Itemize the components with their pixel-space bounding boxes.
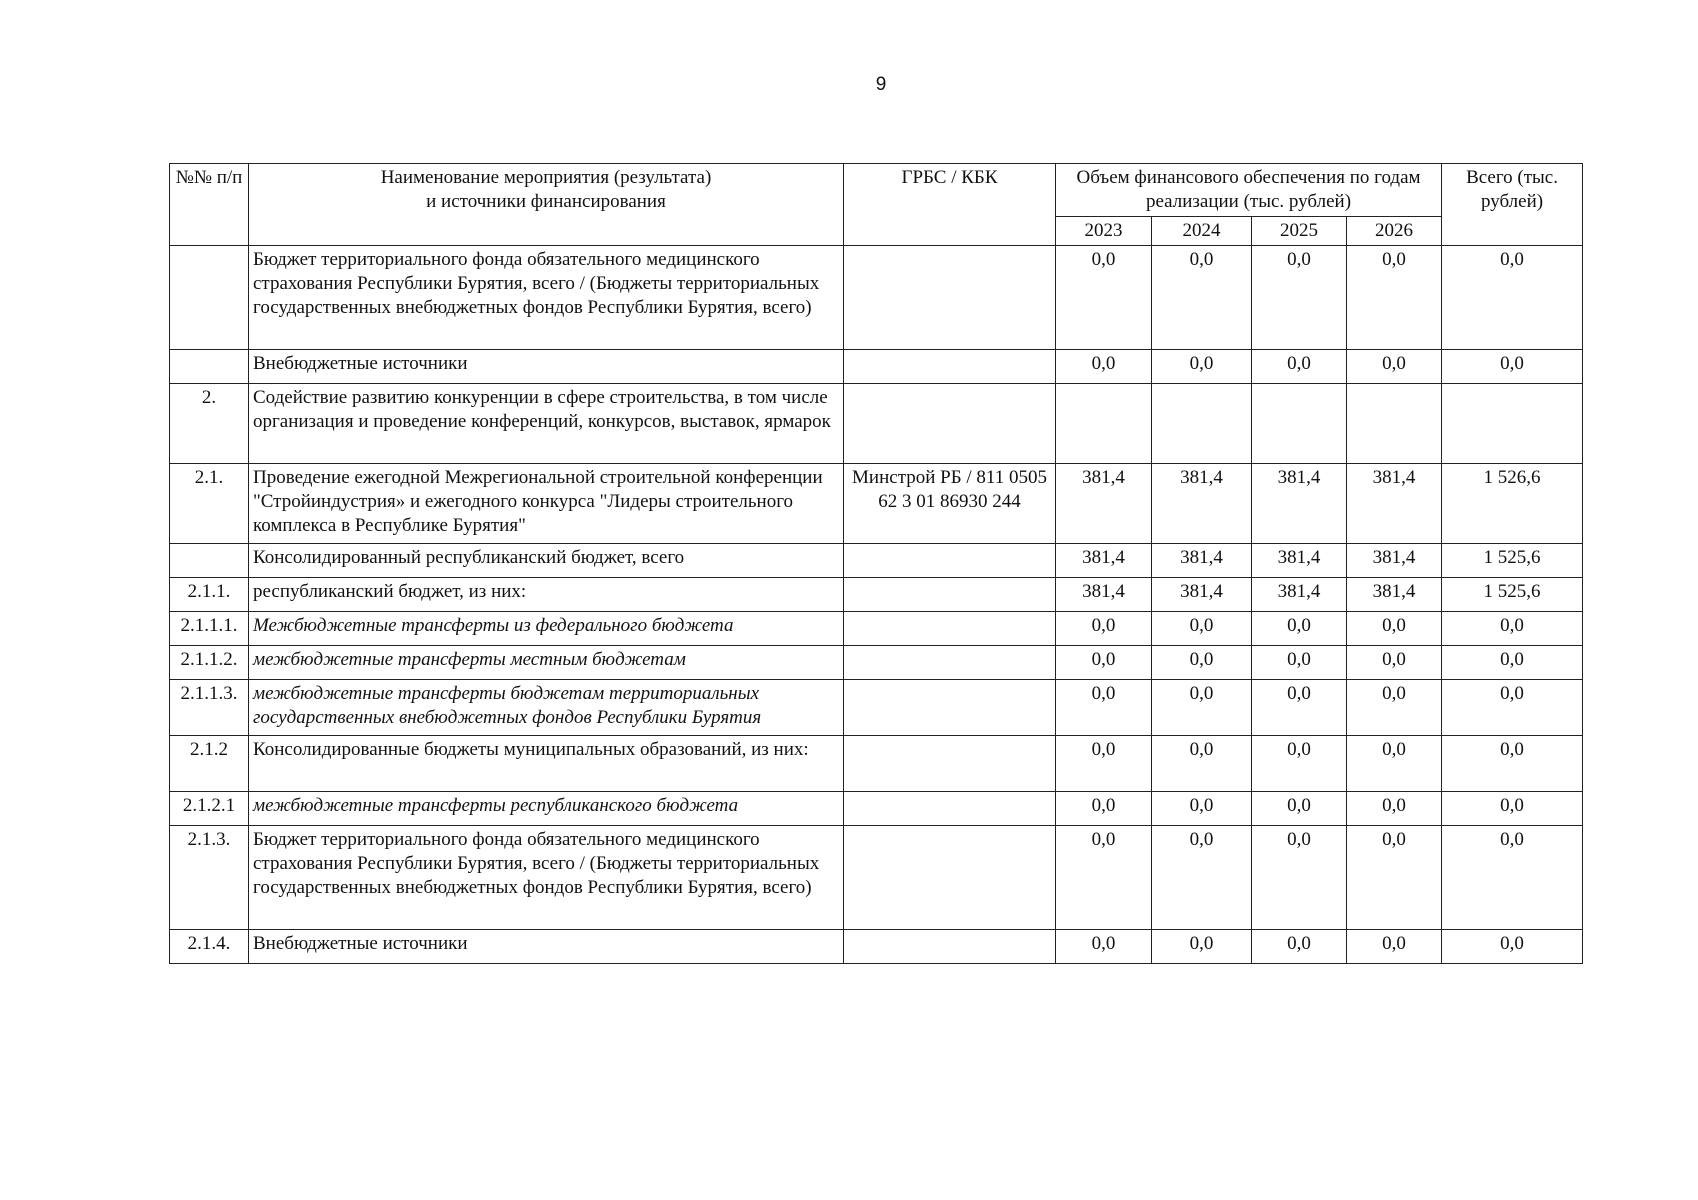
row-value-2025: 381,4 xyxy=(1252,464,1347,544)
row-code xyxy=(844,792,1056,826)
row-number xyxy=(170,246,249,350)
row-total: 0,0 xyxy=(1442,826,1583,930)
row-code xyxy=(844,680,1056,736)
row-value-2025: 0,0 xyxy=(1252,792,1347,826)
row-total: 0,0 xyxy=(1442,736,1583,792)
row-code xyxy=(844,544,1056,578)
row-code xyxy=(844,578,1056,612)
table-row xyxy=(170,612,1583,646)
row-number xyxy=(170,350,249,384)
row-code xyxy=(844,384,1056,464)
row-name: Бюджет территориального фонда обязательного медицинского страхования Республики Бурятия, всего / (Бюджеты территориальных государственных внебюджетных фондов Республики Бурятия, всего) xyxy=(249,246,844,350)
row-value-2023: 0,0 xyxy=(1056,680,1152,736)
row-number: 2.1.4. xyxy=(170,930,249,964)
row-value-2023: 0,0 xyxy=(1056,612,1152,646)
row-total: 0,0 xyxy=(1442,246,1583,350)
row-value-2024: 0,0 xyxy=(1152,246,1252,350)
row-name: республиканский бюджет, из них: xyxy=(249,578,844,612)
row-value-2024: 0,0 xyxy=(1152,792,1252,826)
page-number: 9 xyxy=(875,74,887,95)
row-name: Консолидированные бюджеты муниципальных образований, из них: xyxy=(249,736,844,792)
table-row xyxy=(170,930,1583,964)
row-value-2023: 381,4 xyxy=(1056,578,1152,612)
row-code xyxy=(844,350,1056,384)
row-value-2023: 0,0 xyxy=(1056,350,1152,384)
row-total: 0,0 xyxy=(1442,612,1583,646)
header-year: 2025 xyxy=(1252,217,1347,246)
row-value-2023: 0,0 xyxy=(1056,792,1152,826)
row-total: 1 525,6 xyxy=(1442,544,1583,578)
row-name: Бюджет территориального фонда обязательного медицинского страхования Республики Бурятия, всего / (Бюджеты территориальных государственных внебюджетных фондов Республики Бурятия, всего) xyxy=(249,826,844,930)
header-code: ГРБС / КБК xyxy=(844,164,1056,246)
row-value-2024: 381,4 xyxy=(1152,578,1252,612)
header-year: 2026 xyxy=(1347,217,1442,246)
row-code xyxy=(844,736,1056,792)
row-name: межбюджетные трансферты республиканского бюджета xyxy=(249,792,844,826)
row-value-2026: 0,0 xyxy=(1347,826,1442,930)
header-num: №№ п/п xyxy=(170,164,249,246)
row-name: межбюджетные трансферты бюджетам территориальных государственных внебюджетных фондов Республики Бурятия xyxy=(249,680,844,736)
row-value-2024: 0,0 xyxy=(1152,646,1252,680)
row-value-2026: 0,0 xyxy=(1347,792,1442,826)
row-code: Минстрой РБ / 811 0505 62 3 01 86930 244 xyxy=(844,464,1056,544)
table-row xyxy=(170,578,1583,612)
row-number: 2. xyxy=(170,384,249,464)
row-number: 2.1.2 xyxy=(170,736,249,792)
table-row xyxy=(170,826,1583,930)
row-name: Проведение ежегодной Межрегиональной строительной конференции "Стройиндустрия» и ежегодного конкурса "Лидеры строительного комплекса в Республике Бурятия" xyxy=(249,464,844,544)
table-row xyxy=(170,736,1583,792)
row-total xyxy=(1442,384,1583,464)
row-name: Консолидированный республиканский бюджет, всего xyxy=(249,544,844,578)
row-total: 0,0 xyxy=(1442,792,1583,826)
row-value-2023: 0,0 xyxy=(1056,736,1152,792)
row-number: 2.1.1. xyxy=(170,578,249,612)
row-value-2025: 0,0 xyxy=(1252,646,1347,680)
row-number: 2.1.1.1. xyxy=(170,612,249,646)
row-value-2025: 381,4 xyxy=(1252,544,1347,578)
row-value-2025: 0,0 xyxy=(1252,612,1347,646)
row-value-2026 xyxy=(1347,384,1442,464)
row-value-2025: 381,4 xyxy=(1252,578,1347,612)
row-number: 2.1.1.2. xyxy=(170,646,249,680)
row-number xyxy=(170,544,249,578)
row-value-2025: 0,0 xyxy=(1252,736,1347,792)
row-number: 2.1. xyxy=(170,464,249,544)
row-value-2023 xyxy=(1056,384,1152,464)
header-name-line2: и источники финансирования xyxy=(426,191,666,212)
row-value-2024: 0,0 xyxy=(1152,350,1252,384)
header-year: 2024 xyxy=(1152,217,1252,246)
table-row xyxy=(170,544,1583,578)
row-value-2026: 0,0 xyxy=(1347,930,1442,964)
row-total: 0,0 xyxy=(1442,350,1583,384)
row-value-2024: 381,4 xyxy=(1152,544,1252,578)
row-value-2024 xyxy=(1152,384,1252,464)
row-number: 2.1.3. xyxy=(170,826,249,930)
row-value-2025: 0,0 xyxy=(1252,246,1347,350)
row-value-2025: 0,0 xyxy=(1252,826,1347,930)
row-value-2026: 0,0 xyxy=(1347,680,1442,736)
row-name: Внебюджетные источники xyxy=(249,930,844,964)
row-value-2023: 0,0 xyxy=(1056,646,1152,680)
row-value-2024: 0,0 xyxy=(1152,826,1252,930)
row-value-2023: 0,0 xyxy=(1056,930,1152,964)
row-value-2026: 0,0 xyxy=(1347,646,1442,680)
row-value-2026: 0,0 xyxy=(1347,246,1442,350)
table-row xyxy=(170,646,1583,680)
row-value-2023: 381,4 xyxy=(1056,464,1152,544)
header-name-line1: Наименование мероприятия (результата) xyxy=(380,167,712,188)
table-row xyxy=(170,680,1583,736)
row-total: 0,0 xyxy=(1442,930,1583,964)
row-value-2023: 0,0 xyxy=(1056,826,1152,930)
row-value-2025: 0,0 xyxy=(1252,930,1347,964)
table-row xyxy=(170,792,1583,826)
row-number: 2.1.1.3. xyxy=(170,680,249,736)
table-row xyxy=(170,246,1583,350)
row-value-2025: 0,0 xyxy=(1252,680,1347,736)
row-value-2026: 0,0 xyxy=(1347,350,1442,384)
row-value-2026: 381,4 xyxy=(1347,464,1442,544)
row-code xyxy=(844,930,1056,964)
row-code xyxy=(844,246,1056,350)
table-body xyxy=(170,246,1583,964)
header-total: Всего (тыс. рублей) xyxy=(1442,164,1583,246)
row-name: Межбюджетные трансферты из федерального бюджета xyxy=(249,612,844,646)
row-total: 0,0 xyxy=(1442,680,1583,736)
row-value-2026: 0,0 xyxy=(1347,736,1442,792)
row-code xyxy=(844,612,1056,646)
row-value-2024: 0,0 xyxy=(1152,930,1252,964)
header-year: 2023 xyxy=(1056,217,1152,246)
row-value-2023: 381,4 xyxy=(1056,544,1152,578)
row-total: 1 526,6 xyxy=(1442,464,1583,544)
row-number: 2.1.2.1 xyxy=(170,792,249,826)
row-code xyxy=(844,646,1056,680)
row-value-2024: 0,0 xyxy=(1152,736,1252,792)
header-funding: Объем финансового обеспечения по годам реализации (тыс. рублей) xyxy=(1056,164,1442,217)
table-row xyxy=(170,350,1583,384)
funding-table xyxy=(169,163,1583,964)
header-name xyxy=(249,164,844,246)
table-row xyxy=(170,464,1583,544)
row-value-2024: 381,4 xyxy=(1152,464,1252,544)
header-row xyxy=(170,164,1583,217)
row-value-2026: 0,0 xyxy=(1347,612,1442,646)
row-value-2025 xyxy=(1252,384,1347,464)
row-name: межбюджетные трансферты местным бюджетам xyxy=(249,646,844,680)
row-name: Внебюджетные источники xyxy=(249,350,844,384)
row-value-2024: 0,0 xyxy=(1152,680,1252,736)
row-code xyxy=(844,826,1056,930)
table-row xyxy=(170,384,1583,464)
row-total: 0,0 xyxy=(1442,646,1583,680)
row-value-2026: 381,4 xyxy=(1347,544,1442,578)
row-value-2025: 0,0 xyxy=(1252,350,1347,384)
row-value-2024: 0,0 xyxy=(1152,612,1252,646)
row-value-2023: 0,0 xyxy=(1056,246,1152,350)
row-total: 1 525,6 xyxy=(1442,578,1583,612)
row-value-2026: 381,4 xyxy=(1347,578,1442,612)
row-name: Содействие развитию конкуренции в сфере строительства, в том числе организация и проведение конференций, конкурсов, выставок, ярмарок xyxy=(249,384,844,464)
